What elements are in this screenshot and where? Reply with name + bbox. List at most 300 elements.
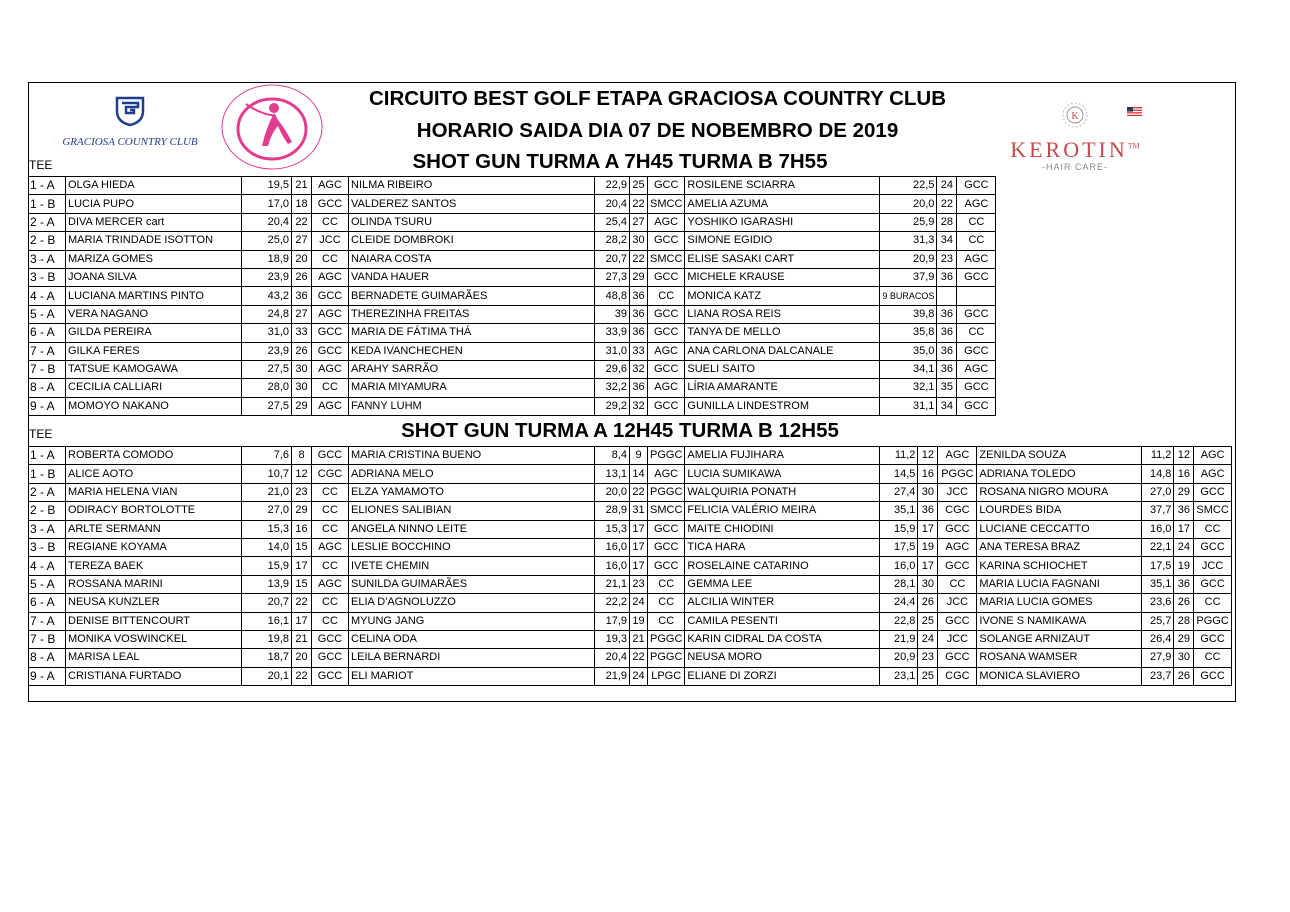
handicap-index-cell: 32,1 bbox=[880, 379, 937, 397]
player-name-cell: VALDEREZ SANTOS bbox=[349, 195, 595, 213]
player-name-cell: MARIA CRISTINA BUENO bbox=[349, 447, 595, 465]
table-row bbox=[29, 397, 996, 415]
course-handicap-cell: 16 bbox=[292, 520, 312, 538]
player-name-cell: ELI MARIOT bbox=[349, 667, 595, 685]
course-handicap-cell: 27 bbox=[292, 232, 312, 250]
club-cell: AGC bbox=[312, 575, 349, 593]
course-handicap-cell: 36 bbox=[937, 324, 957, 342]
handicap-index-cell: 16,0 bbox=[880, 557, 918, 575]
table-row bbox=[29, 630, 1232, 648]
player-name-cell: ELIONES SALIBIAN bbox=[349, 502, 595, 520]
course-handicap-cell: 17 bbox=[292, 612, 312, 630]
player-name-cell: ALICE AOTO bbox=[66, 465, 242, 483]
tee-cell: 7 - A bbox=[29, 342, 66, 360]
table-row bbox=[29, 379, 996, 397]
course-handicap-cell: 27 bbox=[292, 305, 312, 323]
handicap-index-cell: 15,9 bbox=[880, 520, 918, 538]
course-handicap-cell: 36 bbox=[937, 268, 957, 286]
player-name-cell: LESLIE BOCCHINO bbox=[349, 538, 595, 556]
handicap-index-cell: 20,4 bbox=[595, 649, 630, 667]
handicap-index-cell: 28,1 bbox=[880, 575, 918, 593]
course-handicap-cell: 30 bbox=[918, 575, 938, 593]
course-handicap-cell: 17 bbox=[630, 538, 648, 556]
club-cell: AGC bbox=[648, 379, 685, 397]
course-handicap-cell: 19 bbox=[630, 612, 648, 630]
club-cell: AGC bbox=[957, 195, 996, 213]
club-cell: CC bbox=[957, 324, 996, 342]
club-cell: CC bbox=[312, 520, 349, 538]
course-handicap-cell: 22 bbox=[292, 594, 312, 612]
tee-cell: 3 - B bbox=[29, 538, 66, 556]
handicap-index-cell: 20,7 bbox=[595, 250, 630, 268]
player-name-cell: LUCIA PUPO bbox=[66, 195, 242, 213]
player-name-cell: ROSELAINE CATARINO bbox=[685, 557, 880, 575]
player-name-cell: ALCILIA WINTER bbox=[685, 594, 880, 612]
player-name-cell: ADRIANA MELO bbox=[349, 465, 595, 483]
course-handicap-cell: 30 bbox=[630, 232, 648, 250]
handicap-index-cell: 17,0 bbox=[242, 195, 292, 213]
player-name-cell: REGIANE KOYAMA bbox=[66, 538, 242, 556]
handicap-index-cell: 24,4 bbox=[880, 594, 918, 612]
handicap-index-cell: 16,1 bbox=[242, 612, 292, 630]
course-handicap-cell: 22 bbox=[630, 649, 648, 667]
handicap-index-cell: 19,8 bbox=[242, 630, 292, 648]
player-name-cell: GILDA PEREIRA bbox=[66, 324, 242, 342]
handicap-index-cell: 48,8 bbox=[595, 287, 630, 305]
player-name-cell: FANNY LUHM bbox=[349, 397, 595, 415]
table-row bbox=[29, 465, 1232, 483]
tee-cell: 9 - A bbox=[29, 667, 66, 685]
club-cell: GCC bbox=[938, 557, 977, 575]
course-handicap-cell: 17 bbox=[1174, 520, 1194, 538]
table-row bbox=[29, 305, 996, 323]
handicap-index-cell: 25,0 bbox=[242, 232, 292, 250]
player-name-cell: ELIA D'AGNOLUZZO bbox=[349, 594, 595, 612]
player-name-cell: ANGELA NINNO LEITE bbox=[349, 520, 595, 538]
player-name-cell: DENISE BITTENCOURT bbox=[66, 612, 242, 630]
title-line-3: SHOT GUN TURMA A 7H45 TURMA B 7H55 bbox=[412, 150, 828, 173]
handicap-index-cell: 18,9 bbox=[242, 250, 292, 268]
course-handicap-cell: 15 bbox=[292, 538, 312, 556]
tee-cell: 6 - A bbox=[29, 594, 66, 612]
player-name-cell: GEMMA LEE bbox=[685, 575, 880, 593]
club-cell: GCC bbox=[957, 177, 996, 195]
tee-cell: 7 - B bbox=[29, 630, 66, 648]
table-row bbox=[29, 667, 1232, 685]
player-name-cell: LOURDES BIDA bbox=[977, 502, 1142, 520]
club-cell: SMCC bbox=[648, 195, 685, 213]
handicap-index-cell: 20,7 bbox=[242, 594, 292, 612]
club-cell: AGC bbox=[648, 465, 685, 483]
club-cell: GCC bbox=[312, 195, 349, 213]
player-name-cell: ELISE SASAKI CART bbox=[685, 250, 880, 268]
course-handicap-cell: 36 bbox=[918, 502, 938, 520]
club-cell: GCC bbox=[1194, 575, 1231, 593]
table-row bbox=[29, 483, 1232, 501]
player-name-cell: DIVA MERCER cart bbox=[66, 213, 242, 231]
course-handicap-cell bbox=[937, 287, 957, 305]
course-handicap-cell: 17 bbox=[292, 557, 312, 575]
club-cell: GCC bbox=[938, 612, 977, 630]
course-handicap-cell: 35 bbox=[937, 379, 957, 397]
player-name-cell: LEILA BERNARDI bbox=[349, 649, 595, 667]
player-name-cell: ROBERTA COMODO bbox=[66, 447, 242, 465]
course-handicap-cell: 8 bbox=[292, 447, 312, 465]
tee-cell: 6 - A bbox=[29, 324, 66, 342]
handicap-index-cell: 28,0 bbox=[242, 379, 292, 397]
course-handicap-cell: 30 bbox=[292, 379, 312, 397]
federation-logo bbox=[216, 82, 328, 177]
handicap-index-cell: 27,3 bbox=[595, 268, 630, 286]
course-handicap-cell: 20 bbox=[292, 649, 312, 667]
club-cell: GCC bbox=[957, 268, 996, 286]
handicap-index-cell: 20,0 bbox=[880, 195, 937, 213]
handicap-index-cell: 7,6 bbox=[242, 447, 292, 465]
handicap-index-cell: 27,9 bbox=[1142, 649, 1174, 667]
club-cell: GCC bbox=[648, 557, 685, 575]
tee-cell: 5 - A bbox=[29, 575, 66, 593]
course-handicap-cell: 28 bbox=[1174, 612, 1194, 630]
handicap-index-cell: 21,9 bbox=[595, 667, 630, 685]
handicap-index-cell: 16,0 bbox=[595, 538, 630, 556]
player-name-cell: LIANA ROSA REIS bbox=[685, 305, 880, 323]
handicap-index-cell: 34,1 bbox=[880, 360, 937, 378]
course-handicap-cell: 18 bbox=[292, 195, 312, 213]
player-name-cell: TATSUE KAMOGAWA bbox=[66, 360, 242, 378]
club-cell: AGC bbox=[938, 447, 977, 465]
club-cell: GCC bbox=[957, 305, 996, 323]
club-cell: GCC bbox=[648, 305, 685, 323]
club-cell: SMCC bbox=[648, 502, 685, 520]
tee-cell: 2 - A bbox=[29, 213, 66, 231]
handicap-index-cell: 15,3 bbox=[595, 520, 630, 538]
course-handicap-cell: 23 bbox=[937, 250, 957, 268]
club-cell: PGGC bbox=[648, 630, 685, 648]
player-name-cell: NEUSA KUNZLER bbox=[66, 594, 242, 612]
player-name-cell: YOSHIKO IGARASHI bbox=[685, 213, 880, 231]
handicap-index-cell: 28,9 bbox=[595, 502, 630, 520]
club-cell: GCC bbox=[312, 649, 349, 667]
course-handicap-cell: 12 bbox=[292, 465, 312, 483]
club-cell: AGC bbox=[957, 250, 996, 268]
course-handicap-cell: 20 bbox=[292, 250, 312, 268]
tee-cell: 1 - A bbox=[29, 177, 66, 195]
tee-cell: 4 - A bbox=[29, 287, 66, 305]
course-handicap-cell: 16 bbox=[918, 465, 938, 483]
course-handicap-cell: 36 bbox=[1174, 575, 1194, 593]
player-name-cell: MICHELE KRAUSE bbox=[685, 268, 880, 286]
handicap-index-cell: 39,8 bbox=[880, 305, 937, 323]
course-handicap-cell: 36 bbox=[292, 287, 312, 305]
sponsor-name: KEROTIN™ bbox=[1010, 137, 1140, 162]
course-handicap-cell: 17 bbox=[630, 520, 648, 538]
club-cell: GCC bbox=[1194, 483, 1231, 501]
course-handicap-cell: 21 bbox=[630, 630, 648, 648]
player-name-cell: FELICIA VALÉRIO MEIRA bbox=[685, 502, 880, 520]
handicap-index-cell: 16,0 bbox=[1142, 520, 1174, 538]
club-cell: JCC bbox=[312, 232, 349, 250]
handicap-index-cell: 17,9 bbox=[595, 612, 630, 630]
player-name-cell: OLGA HIEDA bbox=[66, 177, 242, 195]
handicap-index-cell: 25,7 bbox=[1142, 612, 1174, 630]
player-name-cell: ODIRACY BORTOLOTTE bbox=[66, 502, 242, 520]
handicap-index-cell: 20,1 bbox=[242, 667, 292, 685]
tee-cell: 7 - A bbox=[29, 612, 66, 630]
course-handicap-cell: 22 bbox=[292, 667, 312, 685]
course-handicap-cell: 26 bbox=[918, 594, 938, 612]
tee-cell: 1 - A bbox=[29, 447, 66, 465]
club-cell: CC bbox=[312, 612, 349, 630]
player-name-cell: MONIKA VOSWINCKEL bbox=[66, 630, 242, 648]
player-name-cell: GILKA FERES bbox=[66, 342, 242, 360]
club-cell: JCC bbox=[938, 630, 977, 648]
handicap-index-cell: 19,3 bbox=[595, 630, 630, 648]
club-cell: LPGC bbox=[648, 667, 685, 685]
player-name-cell: MARIA LUCIA FAGNANI bbox=[977, 575, 1142, 593]
handicap-index-cell: 31,3 bbox=[880, 232, 937, 250]
club-cell: CC bbox=[312, 594, 349, 612]
course-handicap-cell: 36 bbox=[937, 360, 957, 378]
handicap-index-cell: 31,0 bbox=[595, 342, 630, 360]
club-cell: GCC bbox=[648, 324, 685, 342]
player-name-cell: VANDA HAUER bbox=[349, 268, 595, 286]
club-cell: CC bbox=[312, 502, 349, 520]
player-name-cell: SOLANGE ARNIZAUT bbox=[977, 630, 1142, 648]
handicap-index-cell: 11,2 bbox=[1142, 447, 1174, 465]
club-cell: GCC bbox=[648, 232, 685, 250]
table-row bbox=[29, 447, 1232, 465]
table-row bbox=[29, 557, 1232, 575]
handicap-index-cell: 28,2 bbox=[595, 232, 630, 250]
course-handicap-cell: 17 bbox=[918, 557, 938, 575]
handicap-index-cell: 29,2 bbox=[595, 397, 630, 415]
schedule-table-afternoon bbox=[28, 446, 1232, 686]
handicap-index-cell: 27,5 bbox=[242, 397, 292, 415]
club-cell: CC bbox=[648, 594, 685, 612]
club-cell: CC bbox=[648, 612, 685, 630]
course-handicap-cell: 9 bbox=[630, 447, 648, 465]
handicap-index-cell: 22,8 bbox=[880, 612, 918, 630]
course-handicap-cell: 27 bbox=[630, 213, 648, 231]
club-cell: AGC bbox=[957, 360, 996, 378]
table-row bbox=[29, 287, 996, 305]
handicap-index-cell: 20,9 bbox=[880, 649, 918, 667]
tee-cell: 8 - A bbox=[29, 379, 66, 397]
handicap-index-cell: 14,5 bbox=[880, 465, 918, 483]
table-row bbox=[29, 612, 1232, 630]
club-cell: CC bbox=[312, 250, 349, 268]
player-name-cell: ROSANA WAMSER bbox=[977, 649, 1142, 667]
title-line-2: HORARIO SAIDA DIA 07 DE NOBEMBRO DE 2019 bbox=[416, 119, 899, 142]
course-handicap-cell: 33 bbox=[292, 324, 312, 342]
course-handicap-cell: 28 bbox=[937, 213, 957, 231]
schedule-table-morning bbox=[28, 176, 996, 416]
handicap-index-cell: 17,5 bbox=[1142, 557, 1174, 575]
player-name-cell: ROSANA NIGRO MOURA bbox=[977, 483, 1142, 501]
handicap-index-cell: 26,4 bbox=[1142, 630, 1174, 648]
tee-cell: 8 - A bbox=[29, 649, 66, 667]
course-handicap-cell: 30 bbox=[918, 483, 938, 501]
club-cell: GCC bbox=[648, 538, 685, 556]
player-name-cell: OLINDA TSURU bbox=[349, 213, 595, 231]
handicap-index-cell: 35,0 bbox=[880, 342, 937, 360]
handicap-index-cell: 22,1 bbox=[1142, 538, 1174, 556]
club-cell: CC bbox=[1194, 649, 1231, 667]
player-name-cell: ELZA YAMAMOTO bbox=[349, 483, 595, 501]
club-cell: CC bbox=[938, 575, 977, 593]
table-row bbox=[29, 538, 1232, 556]
club-cell: CC bbox=[312, 379, 349, 397]
handicap-index-cell: 39 bbox=[595, 305, 630, 323]
handicap-index-cell: 11,2 bbox=[880, 447, 918, 465]
club-cell: GCC bbox=[938, 520, 977, 538]
course-handicap-cell: 26 bbox=[292, 268, 312, 286]
handicap-index-cell: 32,2 bbox=[595, 379, 630, 397]
course-handicap-cell: 22 bbox=[630, 483, 648, 501]
table-row bbox=[29, 250, 996, 268]
course-handicap-cell: 17 bbox=[918, 520, 938, 538]
handicap-index-cell: 35,8 bbox=[880, 324, 937, 342]
player-name-cell: MARIA TRINDADE ISOTTON bbox=[66, 232, 242, 250]
player-name-cell: KEDA IVANCHECHEN bbox=[349, 342, 595, 360]
tee-cell: 2 - A bbox=[29, 483, 66, 501]
tee-cell: 4 - A bbox=[29, 557, 66, 575]
club-cell: GCC bbox=[312, 342, 349, 360]
player-name-cell: LÍRIA AMARANTE bbox=[685, 379, 880, 397]
course-handicap-cell: 32 bbox=[630, 397, 648, 415]
club-cell: AGC bbox=[1194, 465, 1231, 483]
player-name-cell: MARIA DE FÁTIMA THÁ bbox=[349, 324, 595, 342]
player-name-cell: SIMONE EGIDIO bbox=[685, 232, 880, 250]
club-cell: CGC bbox=[938, 502, 977, 520]
club-cell: PGGC bbox=[938, 465, 977, 483]
club-cell: CC bbox=[1194, 594, 1231, 612]
tee-cell: 9 - A bbox=[29, 397, 66, 415]
handicap-index-cell: 23,9 bbox=[242, 268, 292, 286]
course-handicap-cell: 19 bbox=[918, 538, 938, 556]
course-handicap-cell: 22 bbox=[937, 195, 957, 213]
handicap-index-cell: 8,4 bbox=[595, 447, 630, 465]
handicap-index-cell: 35,1 bbox=[1142, 575, 1174, 593]
course-handicap-cell: 19 bbox=[1174, 557, 1194, 575]
player-name-cell: IVETE CHEMIN bbox=[349, 557, 595, 575]
handicap-index-cell: 27,0 bbox=[242, 502, 292, 520]
player-name-cell: MOMOYO NAKANO bbox=[66, 397, 242, 415]
player-name-cell: BERNADETE GUIMARÃES bbox=[349, 287, 595, 305]
handicap-index-cell: 31,1 bbox=[880, 397, 937, 415]
player-name-cell: CECILIA CALLIARI bbox=[66, 379, 242, 397]
club-cell: PGGC bbox=[648, 649, 685, 667]
club-cell: AGC bbox=[312, 538, 349, 556]
handicap-index-cell: 22,2 bbox=[595, 594, 630, 612]
handicap-index-cell: 27,5 bbox=[242, 360, 292, 378]
course-handicap-cell: 36 bbox=[937, 305, 957, 323]
course-handicap-cell: 22 bbox=[292, 213, 312, 231]
club-cell: AGC bbox=[648, 342, 685, 360]
course-handicap-cell: 34 bbox=[937, 397, 957, 415]
player-name-cell: CLEIDE DOMBROKI bbox=[349, 232, 595, 250]
handicap-index-cell: 35,1 bbox=[880, 502, 918, 520]
club-name: GRACIOSA COUNTRY CLUB bbox=[62, 136, 198, 148]
handicap-index-cell: 43,2 bbox=[242, 287, 292, 305]
handicap-index-cell: 20,4 bbox=[595, 195, 630, 213]
club-cell: PGGC bbox=[648, 447, 685, 465]
player-name-cell: TEREZA BAEK bbox=[66, 557, 242, 575]
graciosa-logo bbox=[50, 95, 210, 148]
table-row bbox=[29, 268, 996, 286]
handicap-index-cell: 16,0 bbox=[595, 557, 630, 575]
handicap-index-cell: 23,1 bbox=[880, 667, 918, 685]
course-handicap-cell: 24 bbox=[630, 667, 648, 685]
player-name-cell: NILMA RIBEIRO bbox=[349, 177, 595, 195]
club-cell: CGC bbox=[938, 667, 977, 685]
handicap-index-cell: 24,8 bbox=[242, 305, 292, 323]
player-name-cell: MARIA HELENA VIAN bbox=[66, 483, 242, 501]
player-name-cell: CELINA ODA bbox=[349, 630, 595, 648]
player-name-cell: MARIA MIYAMURA bbox=[349, 379, 595, 397]
course-handicap-cell: 36 bbox=[630, 379, 648, 397]
tee-cell: 1 - B bbox=[29, 195, 66, 213]
course-handicap-cell: 25 bbox=[918, 667, 938, 685]
handicap-index-cell: 19,5 bbox=[242, 177, 292, 195]
handicap-index-cell: 23,9 bbox=[242, 342, 292, 360]
handicap-index-cell: 17,5 bbox=[880, 538, 918, 556]
player-name-cell: MONICA SLAVIERO bbox=[977, 667, 1142, 685]
course-handicap-cell: 29 bbox=[1174, 483, 1194, 501]
player-name-cell: CAMILA PESENTI bbox=[685, 612, 880, 630]
course-handicap-cell: 31 bbox=[630, 502, 648, 520]
tee-cell: 3 - B bbox=[29, 268, 66, 286]
course-handicap-cell: 25 bbox=[630, 177, 648, 195]
svg-text:K: K bbox=[1071, 111, 1079, 122]
handicap-index-cell: 20,0 bbox=[595, 483, 630, 501]
club-cell: GCC bbox=[957, 397, 996, 415]
handicap-index-cell: 21,0 bbox=[242, 483, 292, 501]
course-handicap-cell: 34 bbox=[937, 232, 957, 250]
player-name-cell: CRISTIANA FURTADO bbox=[66, 667, 242, 685]
player-name-cell: MARISA LEAL bbox=[66, 649, 242, 667]
table-row bbox=[29, 360, 996, 378]
club-cell: AGC bbox=[938, 538, 977, 556]
club-cell: GCC bbox=[648, 177, 685, 195]
player-name-cell: MYUNG JANG bbox=[349, 612, 595, 630]
course-handicap-cell: 23 bbox=[292, 483, 312, 501]
club-cell: CGC bbox=[312, 465, 349, 483]
club-cell: GCC bbox=[312, 287, 349, 305]
player-name-cell: MAITE CHIODINI bbox=[685, 520, 880, 538]
handicap-index-cell: 27,4 bbox=[880, 483, 918, 501]
session2-title: SHOT GUN TURMA A 12H45 TURMA B 12H55 bbox=[401, 419, 839, 442]
table-row bbox=[29, 575, 1232, 593]
handicap-index-cell: 15,3 bbox=[242, 520, 292, 538]
club-cell: CC bbox=[312, 213, 349, 231]
player-name-cell: MARIZA GOMES bbox=[66, 250, 242, 268]
tee-cell: 2 - B bbox=[29, 502, 66, 520]
club-cell: GCC bbox=[648, 397, 685, 415]
handicap-index-cell: 14,0 bbox=[242, 538, 292, 556]
handicap-index-cell: 10,7 bbox=[242, 465, 292, 483]
course-handicap-cell: 36 bbox=[937, 342, 957, 360]
handicap-index-cell: 23,6 bbox=[1142, 594, 1174, 612]
handicap-index-cell: 13,1 bbox=[595, 465, 630, 483]
club-cell: JCC bbox=[938, 483, 977, 501]
course-handicap-cell: 17 bbox=[630, 557, 648, 575]
tee-cell: 1 - B bbox=[29, 465, 66, 483]
player-name-cell: MARIA LUCIA GOMES bbox=[977, 594, 1142, 612]
player-name-cell: ELIANE DI ZORZI bbox=[685, 667, 880, 685]
player-name-cell: TANYA DE MELLO bbox=[685, 324, 880, 342]
tee-label-1: TEE bbox=[29, 158, 53, 172]
